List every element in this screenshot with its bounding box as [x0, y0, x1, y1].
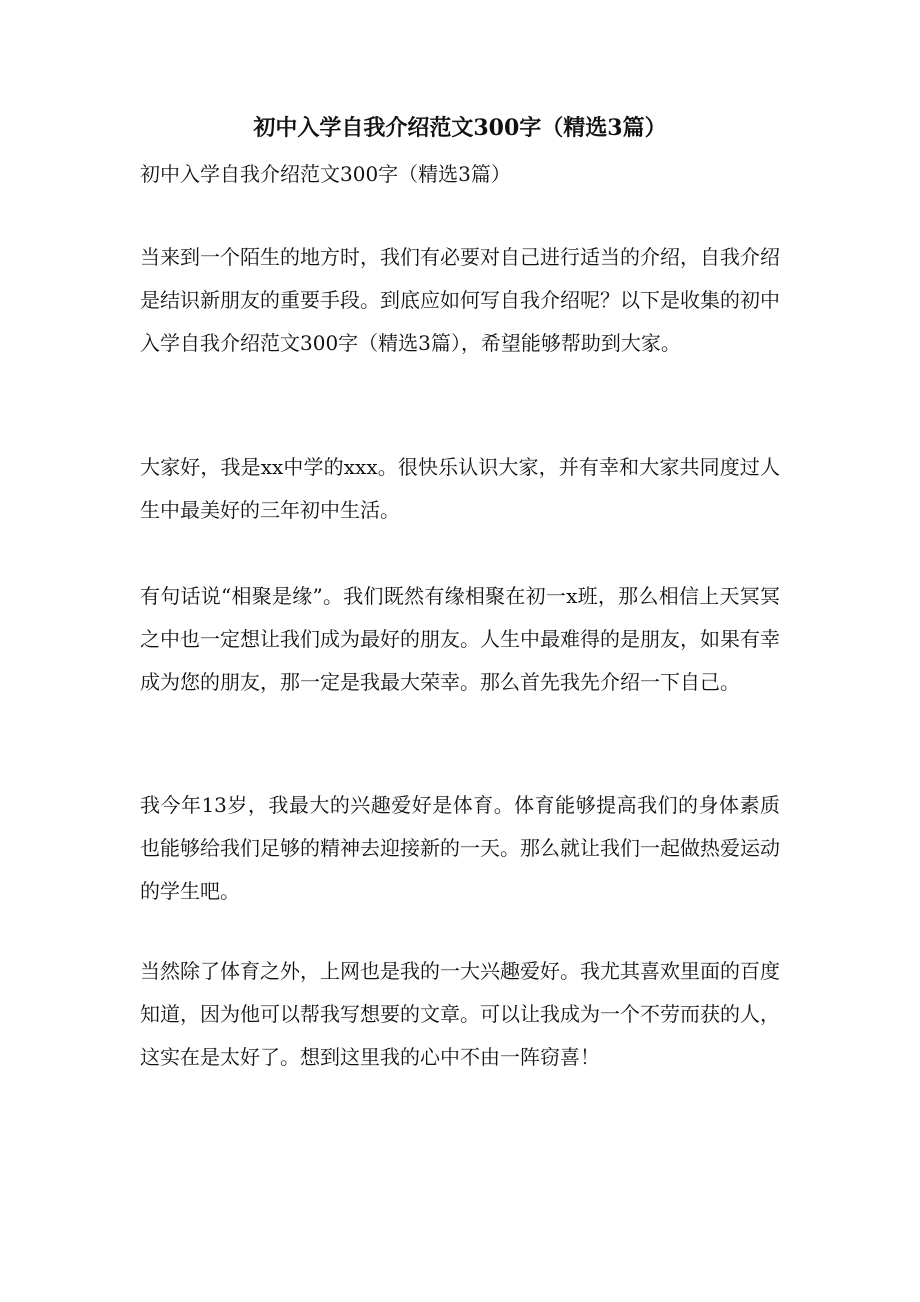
paragraph-greeting: 大家好，我是xx中学的xxx。很快乐认识大家，并有幸和大家共同度过人生中最美好的三年初中生活。	[140, 455, 780, 522]
paragraph-sports: 我今年13岁，我最大的兴趣爱好是体育。体育能够提高我们的身体素质也能够给我们足够的精神去迎接新的一天。那么就让我们一起做热爱运动的学生吧。	[140, 793, 780, 903]
paragraph-internet: 当然除了体育之外，上网也是我的一大兴趣爱好。我尤其喜欢里面的百度知道，因为他可以帮我写想要的文章。可以让我成为一个不劳而获的人，这实在是太好了。想到这里我的心中不由一阵窃喜！	[140, 959, 780, 1069]
paragraph-intro: 当来到一个陌生的地方时，我们有必要对自己进行适当的介绍，自我介绍是结识新朋友的重要手段。到底应如何写自我介绍呢？以下是收集的初中入学自我介绍范文300字（精选3篇），希望能够帮助到大家。	[140, 245, 780, 355]
document-title: 初中入学自我介绍范文300字（精选3篇）	[253, 115, 667, 141]
paragraph-friendship: 有句话说“相聚是缘”。我们既然有缘相聚在初一x班，那么相信上天冥冥之中也一定想让我们成为最好的朋友。人生中最难得的是朋友，如果有幸成为您的朋友，那一定是我最大荣幸。那么首先我先介绍一下自己。	[140, 584, 780, 694]
document-subtitle: 初中入学自我介绍范文300字（精选3篇）	[140, 162, 511, 186]
